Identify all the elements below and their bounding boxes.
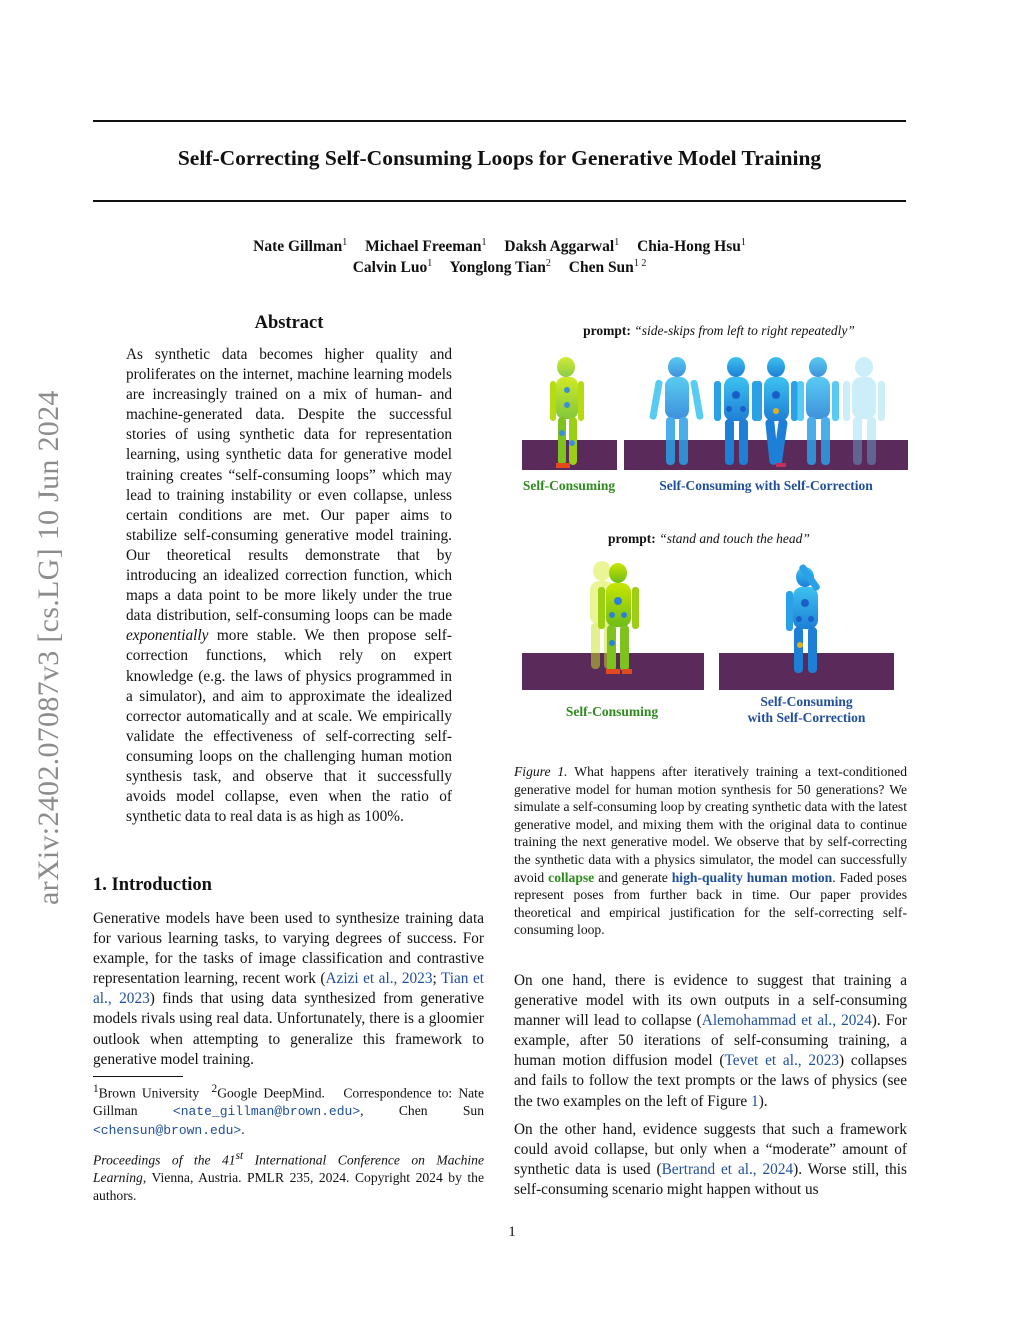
intro-text: Generative models have been used to synthesize training data for various learning tasks, to varying degrees of success. For example, for the tasks of image classification and contrastive representation learning, recent work ( [93, 910, 484, 988]
figure-1-bottom-image [514, 553, 904, 693]
body-text: ). Worse still, this self-consuming scenario might happen without us [514, 1160, 908, 1198]
intro-paragraph [93, 909, 484, 1070]
author: Michael Freeman [365, 238, 482, 256]
author-affiliation: 1 [342, 237, 348, 248]
floor-right [719, 653, 894, 690]
footnote-mark: 2 [211, 1083, 218, 1095]
figure-1-top-image [514, 345, 914, 475]
caption-text: and generate [598, 869, 668, 885]
author-affiliation: 1 2 [633, 258, 647, 269]
caption-text: What happens after iteratively training a text-conditioned generative model for human motion synthesis for 50 generations? We simulate a self-consuming loop by creating synthetic data with the latest generative model, and mixing them with the original data to continue training the next generative model. We observe that by self-correcting the synthetic data with a physics simulator, the model can successfully avoid [514, 764, 908, 885]
prompt-label: prompt: [583, 323, 631, 338]
arxiv-identifier: arXiv:2402.07087v3 [cs.LG] 10 Jun 2024 [32, 390, 65, 905]
citation-link[interactable]: Alemohammad et al., 2024 [701, 1012, 872, 1030]
affiliation: Google DeepMind. [217, 1085, 325, 1101]
citation-link[interactable]: Tian et al., 2023 [93, 970, 484, 1008]
author: Chia-Hong Hsu [637, 238, 741, 256]
proceedings-text: International Conference on Machine Learning [93, 1152, 484, 1186]
author-list-row2 [93, 258, 906, 277]
label-self-consuming-top: Self-Consuming [522, 478, 616, 493]
intro-text: ) finds that using data synthesized from generative models rivals using real data. Unfortunately, there is a gloomier outlook when attempting to generalize this framework to generative model training. [93, 990, 485, 1068]
caption-text: . Faded poses represent poses from further back in time. Our paper provides theoretical and empirical justification for the self-correcting self-consuming loop. [514, 869, 907, 938]
proceedings-text: , Vienna, Austria. PMLR 235, 2024. Copyright 2024 by the authors. [93, 1170, 484, 1203]
correspondence-text: , Chen Sun [360, 1103, 485, 1119]
label-line: with Self-Correction [747, 710, 866, 725]
proceedings-number: 41 [221, 1152, 236, 1168]
caption-label: Figure 1. [514, 764, 568, 779]
author-affiliation: 1 [740, 237, 746, 248]
email-link[interactable]: <nate_gillman@brown.edu> [172, 1104, 361, 1120]
citation-link[interactable]: Azizi et al., 2023 [325, 970, 433, 988]
caption-keyword-quality: high-quality human motion [671, 869, 833, 885]
paragraph [514, 1120, 907, 1200]
author-affiliation: 2 [545, 258, 551, 269]
figure-1-caption [514, 763, 907, 939]
author: Daksh Aggarwal [504, 238, 615, 256]
figure-prompt-2 [514, 531, 904, 547]
correspondence-text: . [241, 1121, 245, 1137]
abstract-heading: Abstract [254, 313, 324, 333]
intro-text: ; [432, 970, 441, 988]
author-affiliation: 1 [481, 237, 487, 248]
correspondence-text: Correspondence to: Nate Gillman [93, 1085, 484, 1119]
label-self-correction-top: Self-Consuming with Self-Correction [659, 478, 873, 493]
label-self-correction-bottom [719, 694, 894, 726]
right-column-body [514, 971, 907, 1200]
label-line: Self-Consuming [760, 694, 853, 709]
abstract-text [126, 345, 452, 827]
affiliation: Brown University [98, 1085, 200, 1101]
author: Calvin Luo [352, 259, 428, 277]
proceedings-text: Proceedings of the [93, 1152, 211, 1168]
body-text: ). [758, 1092, 768, 1110]
author-affiliation: 1 [614, 237, 620, 248]
footnote-mark: 1 [93, 1083, 99, 1095]
body-text: ). For example, after 50 iterations of self-consuming training, a human motion diffusion model ( [514, 1012, 908, 1070]
abstract-emphasis: exponentially [126, 627, 209, 645]
citation-link[interactable]: Bertrand et al., 2024 [661, 1160, 794, 1178]
proceedings-sup: st [235, 1150, 244, 1162]
abstract-text-part: more stable. We then propose self-correction functions, which rely on expert knowledge (e.g. the laws of physics programmed in a simulator), and aim to approximate the idealized corrector automatically and at scale. We empirically validate the effectiveness of self-correcting self-consuming loops on the challenging human motion synthesis task, and observe that it successfully avoids model collapse, even when the ratio of synthetic data to real data is as high as 100%. [126, 627, 452, 826]
label-self-consuming-bottom: Self-Consuming [565, 704, 659, 719]
author-list-row1 [93, 237, 906, 256]
prompt-text: “side-skips from left to right repeatedly” [634, 323, 855, 338]
figure-reference-link[interactable]: 1 [751, 1092, 759, 1110]
body-text: On the other hand, evidence suggests that such a framework could avoid collapse, but only when a “moderate” amount of synthetic data is used ( [514, 1120, 907, 1178]
body-text: On one hand, there is evidence to suggest that training a generative model with its own outputs in a self-consuming manner will lead to collapse ( [514, 972, 907, 1030]
paper-title: Self-Correcting Self-Consuming Loops for Generative Model Training [177, 146, 822, 170]
author: Chen Sun [568, 259, 634, 277]
figure-prompt-1 [514, 323, 924, 339]
prompt-label: prompt: [608, 531, 656, 546]
footnote-rule [93, 1076, 183, 1077]
proceedings-note [93, 1148, 484, 1204]
affiliation-footnote [93, 1081, 484, 1139]
email-link[interactable]: <chensun@brown.edu> [93, 1122, 242, 1138]
author-affiliation: 1 [427, 258, 433, 269]
paragraph [514, 971, 907, 1112]
prompt-text: “stand and touch the head” [659, 531, 810, 546]
title-rule-bottom [93, 200, 906, 202]
author: Nate Gillman [253, 238, 343, 256]
page-number: 1 [508, 1224, 516, 1240]
body-text: ) collapses and fails to follow the text prompts or the laws of physics (see the two examples on the left of Figure [514, 1052, 908, 1110]
author: Yonglong Tian [449, 259, 546, 277]
abstract-text-part: As synthetic data becomes higher quality and proliferates on the internet, machine learning models are increasingly trained on a mix of human- and machine-generated data. Despite the successful stories of using synthetic data for representation learning, using synthetic data for generative model training creates “self-consuming loops” which may lead to training instability or even collapse, unless certain conditions are met. Our paper aims to stabilize self-consuming generative model training. Our theoretical results demonstrate that by introducing an idealized correction function, which maps a data point to be more likely under the true data distribution, self-consuming loops can be made [126, 346, 452, 625]
title-rule-top [93, 120, 906, 122]
caption-keyword-collapse: collapse [548, 869, 595, 885]
citation-link[interactable]: Tevet et al., 2023 [724, 1052, 840, 1070]
section-heading-introduction: 1. Introduction [93, 875, 212, 895]
